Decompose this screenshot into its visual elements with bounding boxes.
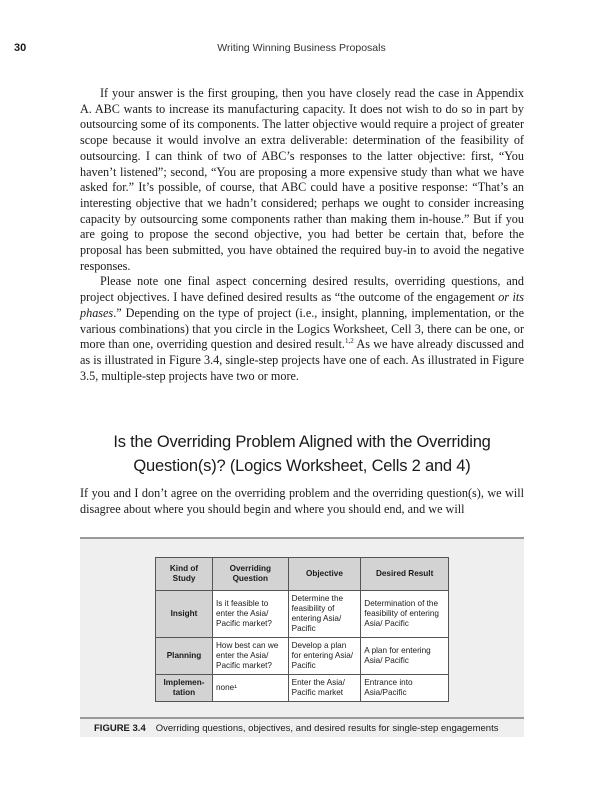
footnote-ref: 1,2 [344, 337, 354, 346]
figure-caption [80, 717, 524, 737]
cell-result: Entrance into Asia/Pacific [361, 675, 449, 702]
paragraph-2-part-c: As we have already discussed and as is illustrated in Figure 3.4, single-step projects have one of each. As illustrated in Figure 3.5, multiple-step projects have two or more. [80, 337, 524, 383]
section-paragraph: If you and I don’t agree on the overriding problem and the overriding question(s), we will disagree about where you should begin and where you should end, and we will [80, 486, 524, 516]
cell-kind: Insight [156, 591, 213, 638]
caption-text: Overriding questions, objectives, and desired results for single-step engagements [155, 723, 499, 734]
table-row [156, 638, 449, 675]
cell-question: Is it feasible to enter the Asia/ Pacific market? [213, 591, 289, 638]
section-heading [80, 430, 524, 478]
caption-label: FIGURE 3.4 [94, 723, 146, 734]
figure-table [155, 557, 449, 702]
table-row [156, 675, 449, 702]
header-objective: Objective [288, 558, 361, 591]
header-overriding-question: Overriding Question [213, 558, 289, 591]
paragraph-2-part-a: Please note one final aspect concerning desired results, overriding questions, and project objectives. I have defined desired results as “the outcome of the engagement [80, 274, 524, 305]
table-row [156, 591, 449, 638]
running-head: Writing Winning Business Proposals [217, 42, 386, 54]
cell-result: Determination of the feasibility of entering Asia/ Pacific [361, 591, 449, 638]
cell-objective: Enter the Asia/ Pacific market [288, 675, 361, 702]
paragraph-2 [80, 274, 524, 384]
body-text [80, 86, 524, 384]
cell-objective: Develop a plan for entering Asia/ Pacific [288, 638, 361, 675]
table-header-row [156, 558, 449, 591]
cell-kind: Implemen- tation [156, 675, 213, 702]
cell-objective: Determine the feasibility of entering Asia/ Pacific [288, 591, 361, 638]
section-heading-line-1: Is the Overriding Problem Aligned with the Overriding [113, 433, 491, 451]
paragraph-2-part-b: .” Depending on the type of project (i.e., insight, planning, implementation, or the various combinations) that you circle in the Logics Worksheet, Cell 3, there can be one, or more than one, overriding question and desired result. [80, 305, 524, 352]
page-number: 30 [14, 42, 27, 54]
section-heading-line-2: Question(s)? (Logics Worksheet, Cells 2 and 4) [133, 457, 471, 475]
cell-question: none¹ [213, 675, 289, 702]
header-kind-of-study: Kind of Study [156, 558, 213, 591]
paragraph-1: If your answer is the first grouping, then you have closely read the case in Appendix A. ABC wants to increase its manufacturing capacity. It does not wish to do so in part by outsourcing some of its components. The latter objective would require a project of greater scope because it would involve an extra deliverable: determination of the feasibility of outsourcing. I can think of two of ABC’s responses to the latter objective: first, “You haven’t listened”; second, “You are proposing a more expensive study than what we have asked for.” It’s possible, of course, that ABC could have a positive response: “That’s an interesting objective that we hadn’t considered; perhaps we ought to consider increasing capacity by outsourcing some components rather than making them in-house.” But if you are going to propose the second objective, you had better be certain that, before the proposal has been submitted, you have obtained the required buy-in to avoid the negative responses. [80, 86, 524, 273]
figure-3-4 [80, 537, 524, 719]
paragraph-2-italic: or its phases [80, 290, 524, 320]
cell-result: A plan for entering Asia/ Pacific [361, 638, 449, 675]
cell-question: How best can we enter the Asia/ Pacific market? [213, 638, 289, 675]
header-desired-result: Desired Result [361, 558, 449, 591]
section-body [80, 486, 524, 517]
cell-kind: Planning [156, 638, 213, 675]
